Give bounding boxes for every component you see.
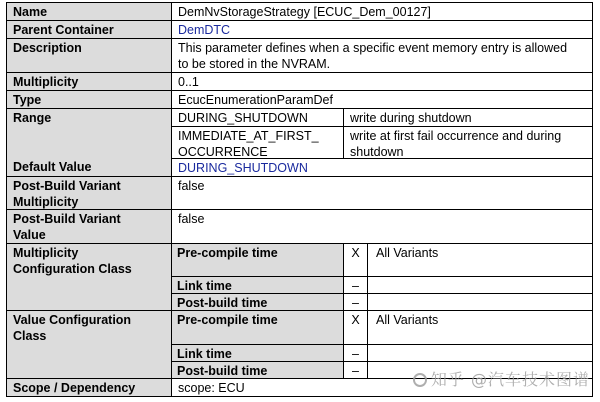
row-value-description: [171, 38, 592, 72]
row-label-description: Description: [6, 38, 171, 72]
config-phase-name: Link time: [171, 276, 343, 293]
range-item-key: [171, 126, 343, 158]
row-value-multiplicity: 0..1: [171, 72, 592, 90]
description-line-2: to be stored in the NVRAM.: [178, 57, 331, 71]
row-value-pb-multiplicity: false: [171, 176, 592, 209]
config-phase-mark: X: [343, 243, 367, 276]
range-item-desc: [343, 126, 592, 158]
row-value-default: [171, 158, 592, 176]
row-label-scope: Scope / Dependency: [6, 378, 171, 396]
row-label-pb-multiplicity: [6, 176, 171, 209]
row-label-multiplicity-config: [6, 243, 171, 310]
value-config-label-line-2: Class: [13, 329, 47, 343]
range-item-key: DURING_SHUTDOWN: [171, 108, 343, 126]
row-label-name: Name: [6, 2, 171, 20]
range-desc-line-2: shutdown: [350, 145, 404, 158]
config-phase-variant: [367, 293, 592, 310]
config-phase-variant: All Variants: [367, 310, 592, 344]
pb-mult-label-line-1: Post-Build Variant: [13, 179, 121, 193]
config-phase-variant: [367, 344, 592, 361]
description-line-1: This parameter defines when a specific event memory entry is allowed: [178, 41, 568, 55]
config-phase-name: Link time: [171, 344, 343, 361]
row-label-multiplicity: Multiplicity: [6, 72, 171, 90]
config-phase-mark: –: [343, 293, 367, 310]
table-right-border: [592, 2, 593, 397]
pb-mult-label-line-2: Multiplicity: [13, 195, 79, 209]
config-phase-mark: –: [343, 344, 367, 361]
row-value-parent: [171, 20, 592, 38]
config-phase-mark: –: [343, 361, 367, 378]
row-label-value-config: [6, 310, 171, 378]
default-value-link[interactable]: DURING_SHUTDOWN: [178, 161, 308, 175]
watermark-text: 知乎 @汽车技术图谱: [430, 370, 590, 389]
row-value-type: EcucEnumerationParamDef: [171, 90, 592, 108]
config-phase-name: Pre-compile time: [171, 243, 343, 276]
config-phase-variant: [367, 276, 592, 293]
pb-value-label-line-1: Post-Build Variant: [13, 212, 121, 226]
row-value-pb-value: false: [171, 209, 592, 243]
range-desc-line-1: write at first fail occurrence and during: [350, 129, 562, 143]
range-key-line-2: OCCURRENCE: [178, 145, 268, 158]
range-key-line-1: IMMEDIATE_AT_FIRST_: [178, 129, 319, 143]
row-label-pb-value: [6, 209, 171, 243]
config-phase-variant: [367, 361, 592, 378]
value-config-label-line-1: Value Configuration: [13, 313, 132, 327]
config-phase-mark: X: [343, 310, 367, 344]
parent-container-link[interactable]: DemDTC: [178, 23, 231, 37]
row-label-parent: Parent Container: [6, 20, 171, 38]
table-bottom-border: [6, 396, 593, 397]
config-phase-mark: –: [343, 276, 367, 293]
pb-value-label-line-2: Value: [13, 228, 46, 242]
range-item-desc: write during shutdown: [343, 108, 592, 126]
row-label-range: Range: [6, 108, 171, 158]
row-value-name: DemNvStorageStrategy [ECUC_Dem_00127]: [171, 2, 592, 20]
row-label-default-value: Default Value: [6, 158, 171, 176]
config-phase-name: Pre-compile time: [171, 310, 343, 344]
row-value-scope: scope: ECU: [171, 378, 592, 396]
mult-config-label-line-2: Configuration Class: [13, 262, 132, 276]
config-phase-name: Post-build time: [171, 361, 343, 378]
mult-config-label-line-1: Multiplicity: [13, 246, 79, 260]
config-phase-variant: All Variants: [367, 243, 592, 276]
config-phase-name: Post-build time: [171, 293, 343, 310]
row-label-type: Type: [6, 90, 171, 108]
